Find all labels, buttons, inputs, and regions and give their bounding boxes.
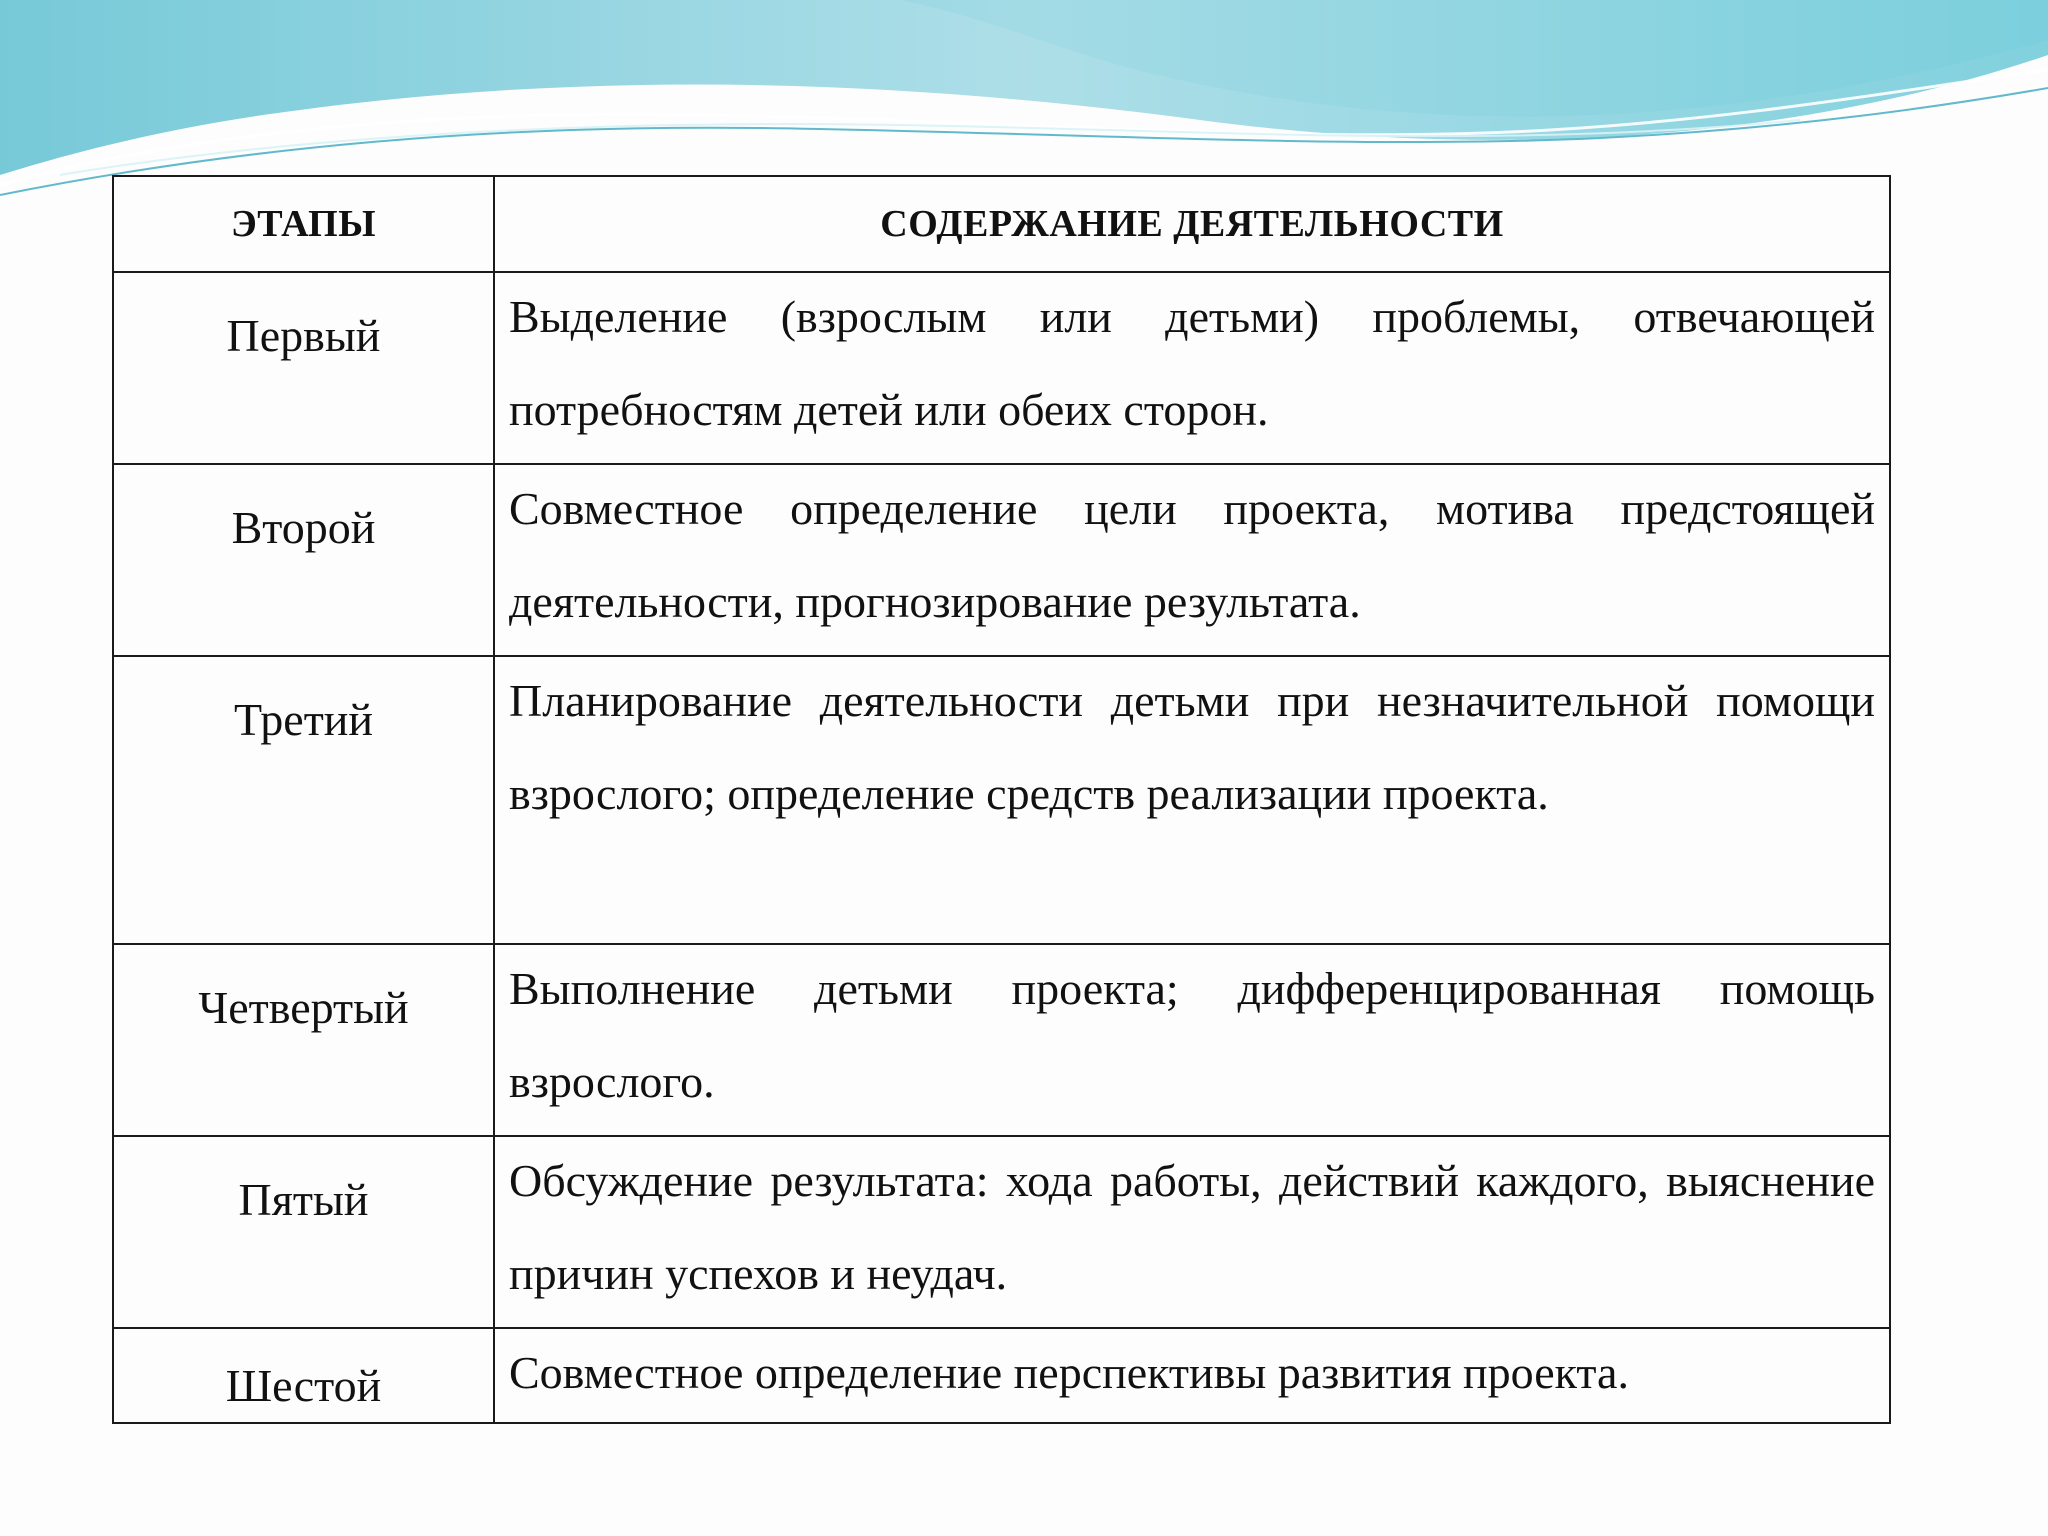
content-cell	[494, 272, 1890, 464]
stage-cell: Четвертый	[113, 944, 494, 1136]
content-cell	[494, 1136, 1890, 1328]
stage-cell: Второй	[113, 464, 494, 656]
stages-table-container	[112, 175, 1889, 1424]
table-row	[113, 944, 1890, 1136]
content-text: Совместное определение перспективы развития проекта.	[509, 1347, 1629, 1398]
content-cell	[494, 944, 1890, 1136]
stage-cell: Шестой	[113, 1328, 494, 1423]
content-cell	[494, 1328, 1890, 1423]
content-cell	[494, 464, 1890, 656]
table-header-row	[113, 176, 1890, 272]
content-text: Обсуждение результата: хода работы, действий каждого, выяснение причин успехов и неудач.	[509, 1155, 1875, 1299]
stage-cell: Пятый	[113, 1136, 494, 1328]
table-row	[113, 1136, 1890, 1328]
table-row	[113, 1328, 1890, 1423]
content-text: Планирование деятельности детьми при незначительной помощи взрослого; определение средств реализации проекта.	[509, 675, 1875, 819]
content-cell	[494, 656, 1890, 944]
header-stages: ЭТАПЫ	[113, 176, 494, 272]
table-row	[113, 272, 1890, 464]
content-text: Выполнение детьми проекта; дифференцированная помощь взрослого.	[509, 963, 1875, 1107]
stage-cell: Первый	[113, 272, 494, 464]
header-content: СОДЕРЖАНИЕ ДЕЯТЕЛЬНОСТИ	[494, 176, 1890, 272]
stage-cell: Третий	[113, 656, 494, 944]
content-text: Выделение (взрослым или детьми) проблемы, отвечающей потребностям детей или обеих сторон.	[509, 291, 1875, 435]
stages-table	[112, 175, 1891, 1424]
table-row	[113, 656, 1890, 944]
content-text: Совместное определение цели проекта, мотива предстоящей деятельности, прогнозирование результата.	[509, 483, 1875, 627]
table-row	[113, 464, 1890, 656]
